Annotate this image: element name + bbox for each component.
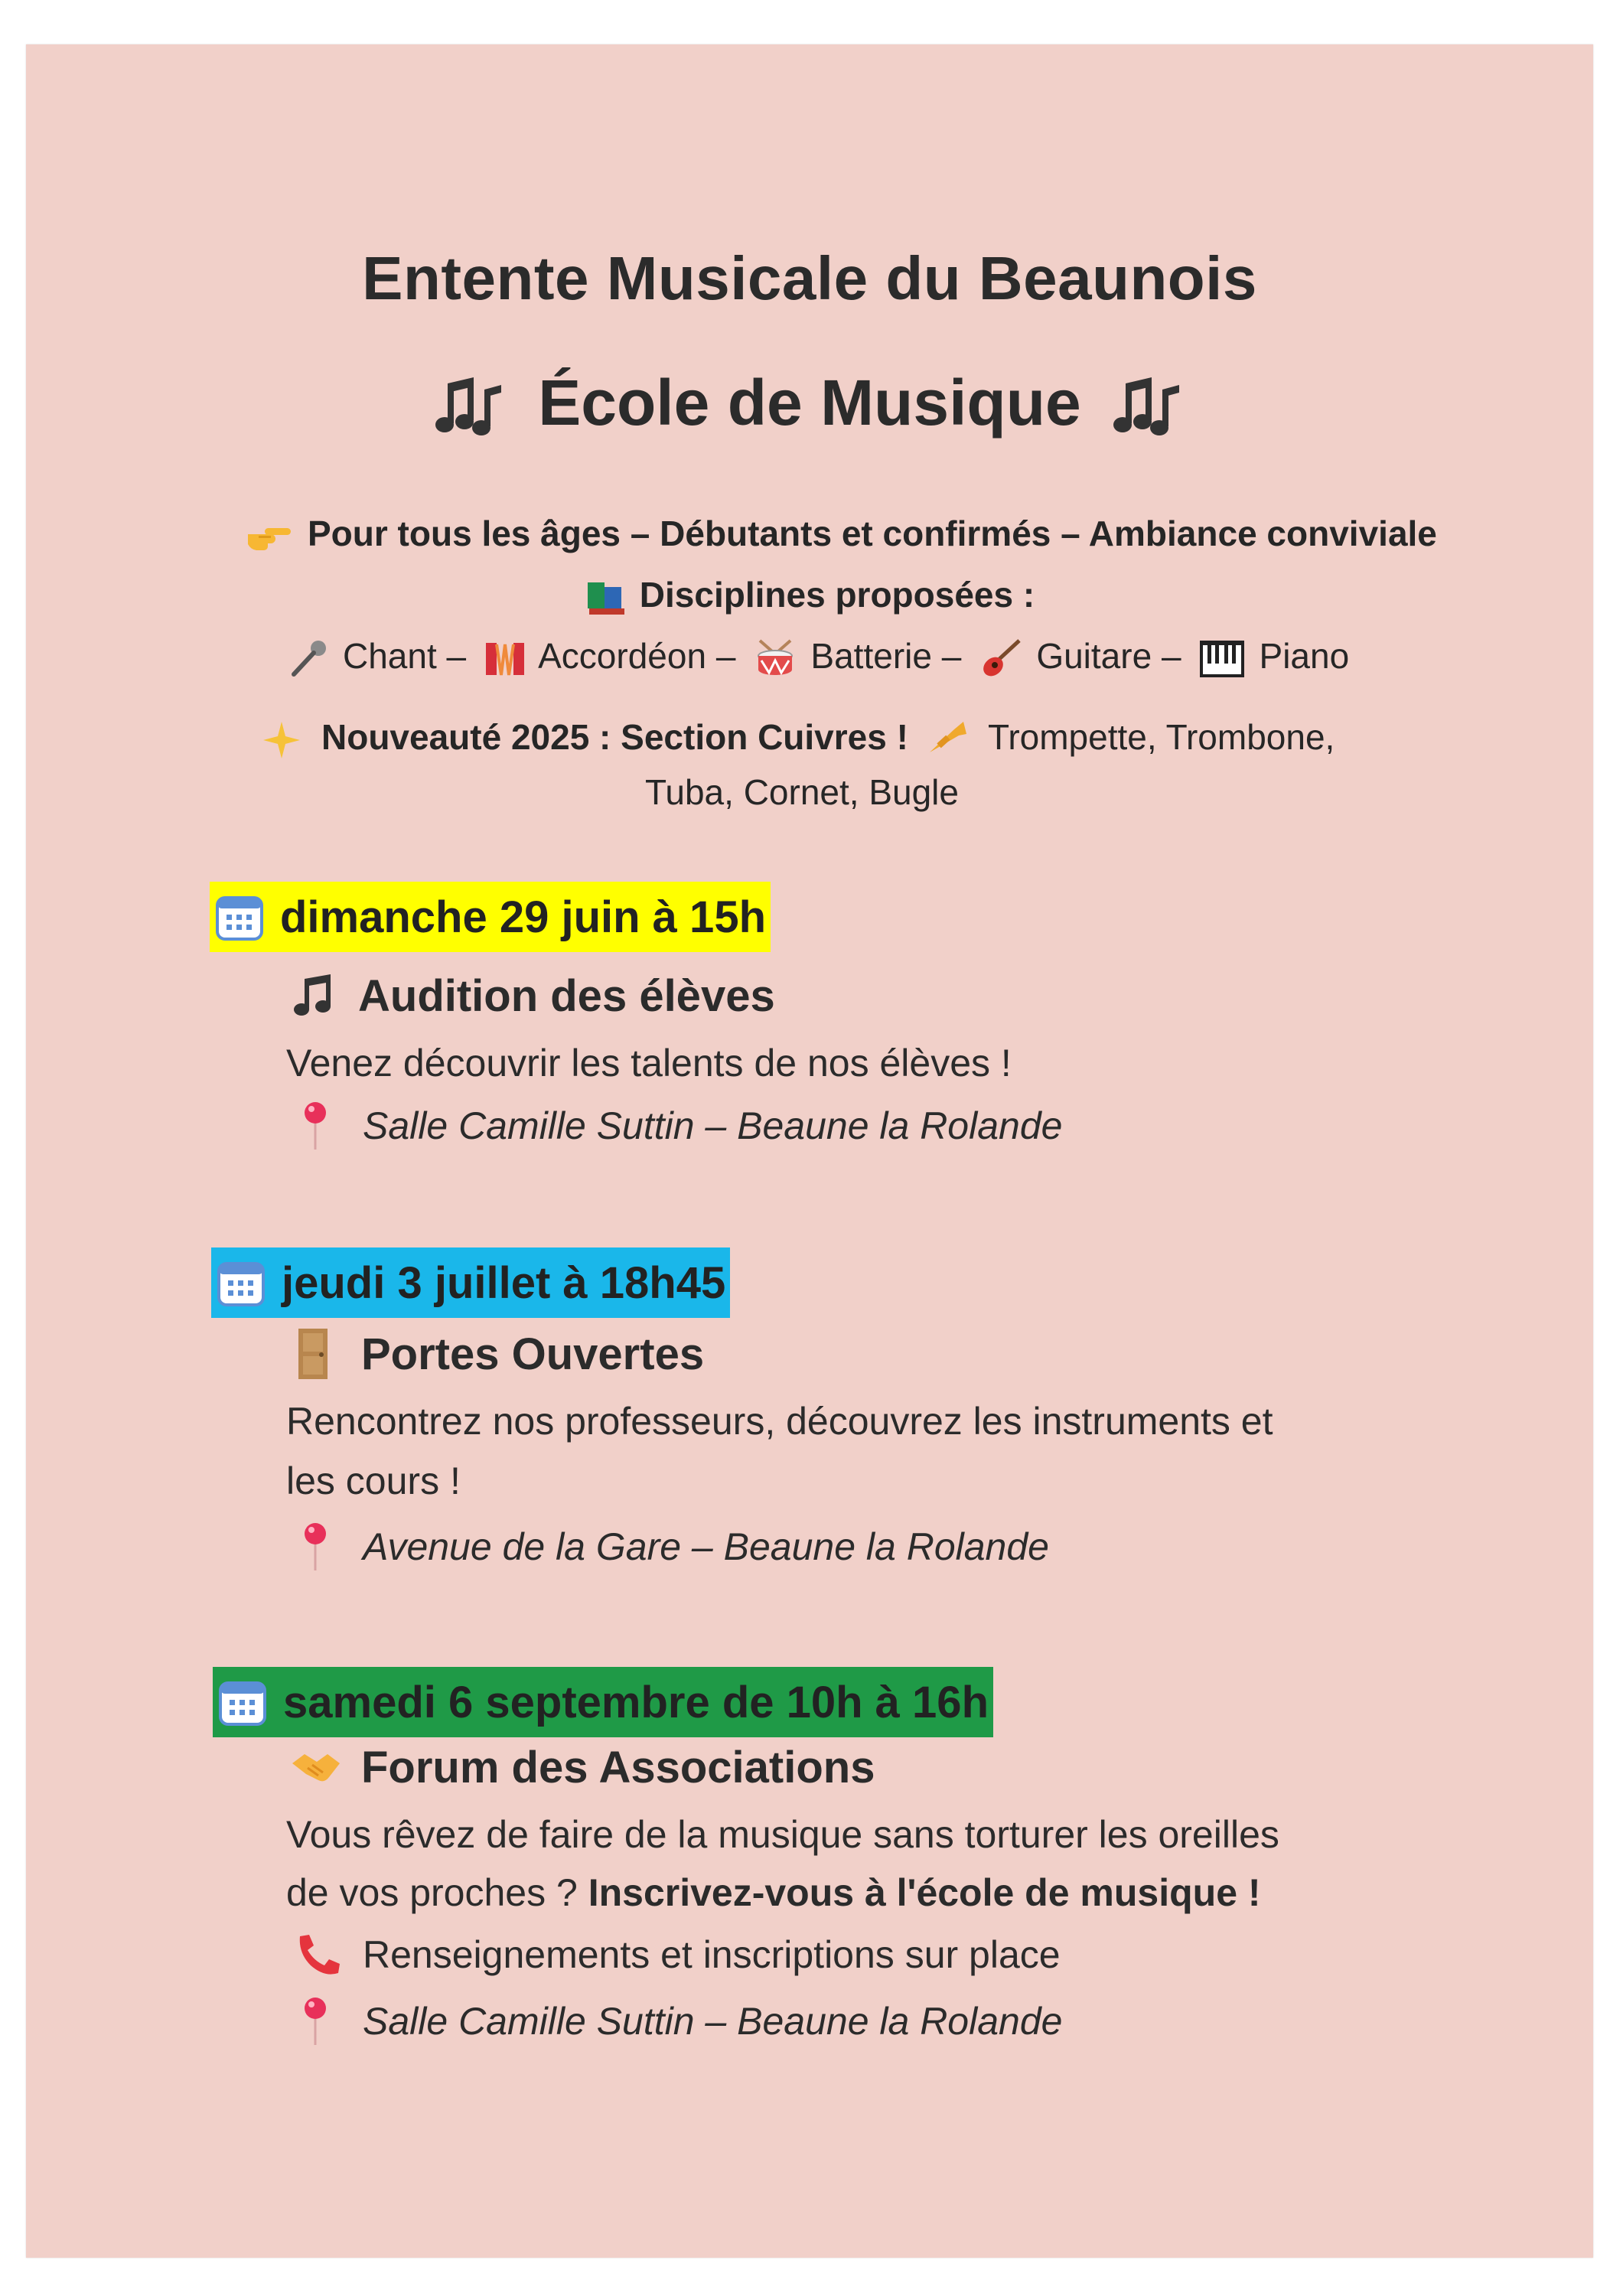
calendar-icon: [217, 1677, 268, 1727]
discipline-piano: Piano: [1259, 636, 1350, 676]
discipline-accordeon: Accordéon –: [538, 636, 736, 676]
page-title: Entente Musicale du Beaunois: [362, 244, 1257, 312]
handshake-icon: [291, 1746, 341, 1789]
discipline-chant: Chant –: [343, 636, 467, 676]
event-1-text: Venez découvrir les talents de nos élèves !: [286, 1042, 1012, 1084]
pin-icon: [298, 1099, 332, 1153]
news-bold: Nouveauté 2025 : Section Cuivres !: [321, 717, 908, 757]
event-3-date: samedi 6 septembre de 10h à 16h: [213, 1667, 993, 1737]
phone-icon: [294, 1932, 343, 1978]
notes-icon: [434, 371, 507, 445]
news-rest: Trompette, Trombone,: [987, 717, 1335, 757]
news-line: [260, 716, 1335, 762]
event-3-title: Forum des Associations: [291, 1742, 875, 1793]
disciplines-list: [288, 635, 1349, 680]
event-2-text-line-2: les cours !: [286, 1459, 461, 1502]
door-icon: [294, 1327, 332, 1381]
news-line-2: Tuba, Cornet, Bugle: [645, 772, 959, 812]
notes-icon: [1112, 371, 1185, 445]
page-subtitle: [26, 366, 1593, 445]
discipline-batterie: Batterie –: [810, 636, 962, 676]
disciplines-label: Disciplines proposées :: [26, 574, 1593, 618]
event-3-text-line-1: Vous rêvez de faire de la musique sans torturer les oreilles: [286, 1813, 1279, 1856]
event-2-title: Portes Ouvertes: [294, 1327, 704, 1381]
event-3-info: Renseignements et inscriptions sur place: [294, 1932, 1061, 1978]
trumpet-icon: [925, 719, 971, 762]
event-2-location: Avenue de la Gare – Beaune la Rolande: [298, 1520, 1049, 1574]
accordion-icon: [483, 638, 527, 680]
calendar-icon: [216, 1257, 266, 1308]
tagline: Pour tous les âges – Débutants et confirmés – Ambiance conviviale: [245, 513, 1437, 556]
flyer-page: [26, 44, 1593, 2258]
event-2-text-line-1: Rencontrez nos professeurs, découvrez les instruments et: [286, 1400, 1273, 1443]
pin-icon: [298, 1994, 332, 2048]
event-1-location: Salle Camille Suttin – Beaune la Rolande: [298, 1099, 1062, 1153]
event-3-location: Salle Camille Suttin – Beaune la Rolande: [298, 1994, 1062, 2048]
pointing-hand-icon: [245, 517, 294, 556]
music-note-icon: [291, 973, 338, 1020]
event-1-title: Audition des élèves: [291, 970, 775, 1022]
piano-keys-icon: [1198, 639, 1246, 679]
event-3-text-line-2: de vos proches ? Inscrivez-vous à l'école de musique !: [286, 1871, 1261, 1914]
books-icon: [585, 578, 627, 618]
guitar-icon: [978, 638, 1024, 680]
discipline-guitare: Guitare –: [1036, 636, 1181, 676]
calendar-icon: [214, 892, 265, 942]
event-1-date: dimanche 29 juin à 15h: [210, 882, 771, 952]
pin-icon: [298, 1520, 332, 1574]
microphone-icon: [288, 638, 331, 680]
event-2-date: jeudi 3 juillet à 18h45: [211, 1247, 730, 1318]
drum-icon: [752, 638, 798, 680]
sparkle-icon: [260, 719, 303, 762]
subtitle-text: École de Musique: [538, 367, 1081, 439]
